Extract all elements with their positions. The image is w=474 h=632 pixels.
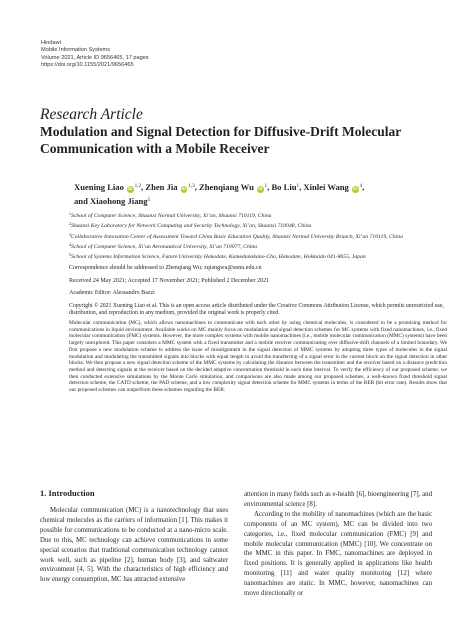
author-affiliation-mark: 4 <box>359 183 363 189</box>
author-name: Zhen Jia <box>145 182 178 192</box>
affiliation-item <box>69 220 449 230</box>
volume-line: Volume 2021, Article ID 9656465, 17 pages <box>41 54 149 61</box>
abstract: Molecular communication (MC), which allows nanomachines to communicate with each other by using chemical molecules, is considered to be a promising method for communications in liquid environment. Available works on MC mainly focus on modulation and signal detection schemes for MC systems with fixed nanomachines, i.e., fixed molecular communication (FMC) systems. However, the more complex systems with mobile nanomachines (i.e., mobile molecular communication (MMC) systems) have been largely unexplored. This paper considers a MMC system with a fixed transmitter and a mobile receiver communicating over diffusive-drift channels of a limited boundary. We first propose a new modulation scheme to address the issue of misalignment in the signal detection of MMC systems by adopting three types of molecules in the signal modulation and modulating the transmitted signals into blocks with equal length to avoid the transferring of a signal error in the current block on the signal detection in other blocks. We then propose a new signal detection scheme of the MMC systems by calculating the distance between the transmitter and the receiver based on a distance prediction method and detecting signals at the receiver based on the decided adaptive concentration threshold in each time interval. To verify the efficiency of our proposed scheme, we then conducted extensive simulations by the Monte Carlo simulation, and comparisons are also made among our proposed schemes, a well-known fixed threshold signal detection scheme, the CATD scheme, the PAD scheme, and a low complexity signal detection scheme for MMC systems in terms of the BER (bit error rate). Results show that our proposed schemes can outperform these schemes regarding the BER. <box>69 320 447 394</box>
publisher-name: Hindawi <box>41 40 61 46</box>
author-name: Zhenqiang Wu <box>199 182 254 192</box>
affiliation-item <box>69 241 449 251</box>
copyright-notice: Copyright © 2021 Xuening Liao et al. This is an open access article distributed under the Creative Commons Attribution License, which permits unrestricted use, distribution, and reproduction in any medium, provided the original work is properly cited. <box>69 303 444 317</box>
author-affiliation-mark: 5 <box>147 196 151 203</box>
article-type: Research Article <box>40 106 143 123</box>
body-paragraph: Molecular communication (MC) is a nanotechnology that uses chemical molecules as the carriers of information [1]. This makes it possible for communications to be conducted at a nano-micro scale. Due to this, MC technology can achieve communications in some special scenarios that traditional communication technology cannot work well, such as pipeline [2], human body [3], and saltwater environment [4, 5]. With the characteristics of high efficiency and low energy consumption, MC has attracted extensive <box>40 507 228 584</box>
body-paragraph: According to the mobility of nanomachines (which are the basic components of an MC system), MC can be divided into two categories, i.e., fixed molecular communication (FMC) [9] and mobile molecular communication (MMC) [10]. We concentrate on the MMC in this paper. In FMC, nanomachines are deployed in fixed positions. It is generally applied in applications like health monitoring [11] and water quality monitoring [12] where nanomachines are static. In MMC, however, nanomachines can move directionally or <box>244 510 432 598</box>
orcid-icon[interactable]: iD <box>353 186 358 191</box>
affiliation-text: School of Systems Information Science, Future University Hakodate, Kamedanakano-Cho, Hakodate, Hokkaido 041-8655, Japan <box>71 254 366 260</box>
journal-name: Mobile Information Systems <box>41 47 111 54</box>
affiliation-text: School of Computer Science, Shaanxi Normal University, Xi’an, Shaanxi 710119, China <box>71 213 272 219</box>
body-column-right <box>244 490 432 599</box>
academic-editor: Academic Editor: Alessandro Bazzi <box>69 290 155 296</box>
affiliation-number: 2 <box>69 221 71 227</box>
affiliation-number: 5 <box>69 252 71 257</box>
body-paragraph: attention in many fields such as e-health [6], bioengineering [7], and environmental science [8]. <box>244 491 432 508</box>
affiliation-text: Shaanxi Key Laboratory for Network Computing and Security Technology, Xi’an, Shaanxi 710048, China <box>71 223 312 230</box>
orcid-icon[interactable]: iD <box>181 186 187 191</box>
affiliation-number: 1 <box>69 211 71 216</box>
affiliation-item <box>69 251 449 261</box>
author-affiliation-mark: 1 <box>296 183 300 189</box>
body-column-left <box>40 506 228 585</box>
author-name: Xinlei Wang <box>303 182 349 192</box>
article-dates: Received 24 May 2021; Accepted 17 November 2021; Published 2 December 2021 <box>69 278 270 284</box>
doi-link[interactable]: https://doi.org/10.1155/2021/9656465 <box>41 62 134 69</box>
author-list: Xuening Liao iD $^{1,2}$, Zhen Jia iD $^{1,3}$, Zhenqiang Wu iD $^1$, Bo Liu$^1$, Xinlei Wang iD $^4$, and Xiaohong Jiang$^5$ <box>74 182 365 206</box>
affiliation-number: 4 <box>69 241 71 247</box>
section-heading: 1. Introduction <box>40 488 95 498</box>
orcid-icon[interactable]: iD <box>258 186 263 191</box>
affiliation-number: 3 <box>69 231 71 237</box>
author-affiliation-mark: 1,2 <box>134 183 142 189</box>
orcid-icon[interactable]: iD <box>128 186 133 191</box>
affiliation-text: Collaborative Innovation Center of Assessment Toward China Basic Education Quality, Shaanxi Normal University Branch, Xi’an 710119, China <box>71 233 403 240</box>
author-name: Xuening Liao <box>74 182 124 192</box>
affiliation-text: School of Computer Science, Xi’an Aeronautical University, Xi’an 710077, China <box>71 243 258 250</box>
author-affiliation-mark: 1,3 <box>188 183 195 189</box>
author-name: Xiaohong Jiang <box>90 195 148 206</box>
affiliation-item <box>69 210 449 220</box>
author-name: Bo Liu <box>271 182 297 192</box>
affiliation-item <box>69 231 449 241</box>
paper-title: Modulation and Signal Detection for Diffusive-Drift Molecular Communication with a Mobile Receiver <box>40 124 401 156</box>
journal-header <box>41 40 149 70</box>
correspondence: Correspondence should be addressed to Zhenqiang Wu; zqiangwu@snnu.edu.cn <box>69 265 262 271</box>
affiliation-list <box>69 210 449 261</box>
author-affiliation-mark: 1 <box>264 183 268 189</box>
